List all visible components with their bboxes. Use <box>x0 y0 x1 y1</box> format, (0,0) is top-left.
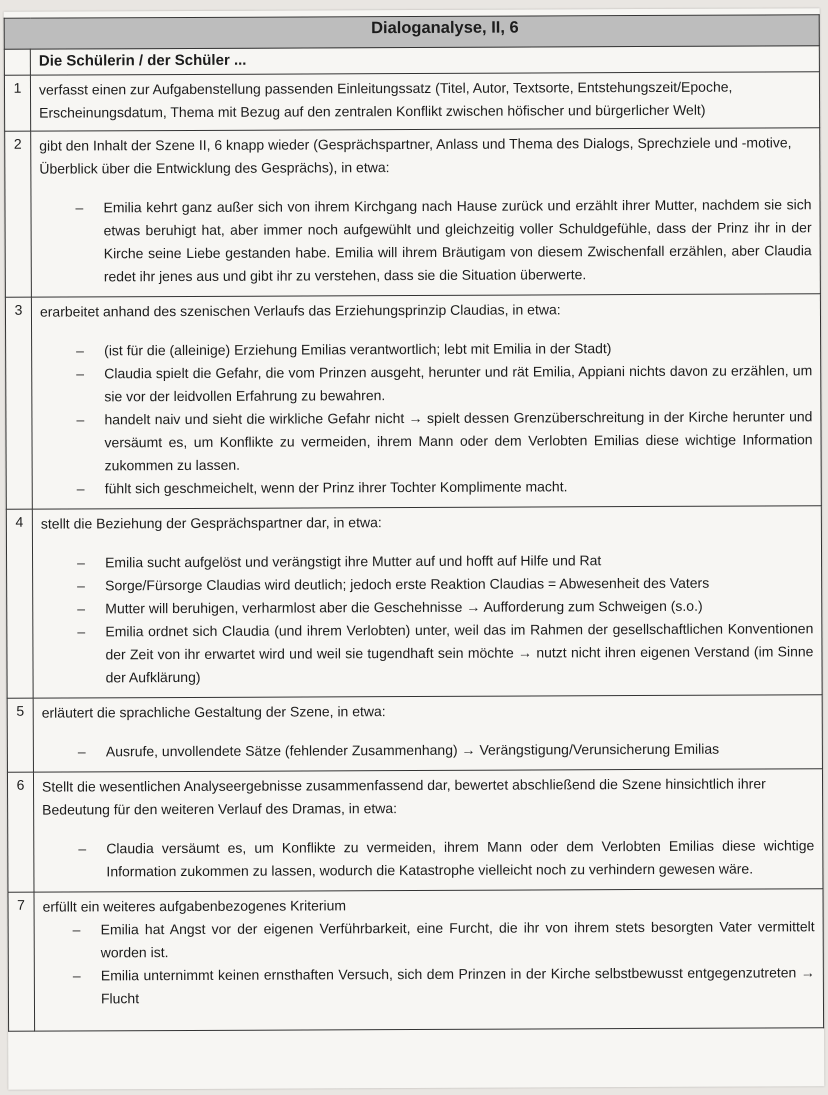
list-item: – Sorge/Fürsorge Claudias wird deutlich; jedoch erste Reaktion Claudias = Abwesenheit des Vaters <box>41 571 813 597</box>
table-row <box>4 72 819 132</box>
rubric-table <box>4 14 824 1032</box>
list-item: – Claudia versäumt es, um Konflikte zu vermeiden, ihrem Mann oder dem Verlobten Emilias diese wichtige Information zukommen zu lassen, wodurch die Katastrophe vielleicht noch zu verhindern gewesen wäre. <box>42 834 814 883</box>
row-number: 4 <box>6 509 33 698</box>
document-page <box>4 8 825 1090</box>
criterion-text: gibt den Inhalt der Szene II, 6 knapp wieder (Gesprächspartner, Anlass und Thema des Dialogs, Sprechziele und -motive, Überblick über die Entwicklung des Gesprächs), in etwa: <box>39 134 792 177</box>
row-number: 6 <box>7 772 34 892</box>
list-item: – Emilia sucht aufgelöst und verängstigt ihre Mutter auf und hofft auf Hilfe und Rat <box>41 548 813 574</box>
row-number: 3 <box>5 297 32 509</box>
table-row <box>8 889 824 1032</box>
header-row <box>4 46 819 76</box>
criterion-text: erfüllt ein weiteres aufgabenbezogenes Kriterium <box>42 897 347 915</box>
list-item: – Ausrufe, unvollendete Sätze (fehlender Zusammenhang) → Verängstigung/Verunsicherung Emilias <box>42 737 814 763</box>
row-number: 7 <box>8 892 35 1031</box>
table-row <box>5 128 821 298</box>
criterion-text: erarbeitet anhand des szenischen Verlaufs das Erziehungsprinzip Claudias, in etwa: <box>39 301 561 320</box>
table-row <box>7 695 822 773</box>
table-row <box>7 769 823 893</box>
list-item: – (ist für die (alleinige) Erziehung Emilias verantwortlich; lebt mit Emilia in der Stadt) <box>40 336 812 362</box>
list-item: – Emilia ordnet sich Claudia (und ihrem Verlobten) unter, weil das im Rahmen der gesellschaftlichen Konventionen der Zeit von ihr erwartet wird und weil sie tugendhaft sein möchte → nutzt nicht ihren eigenen Verstand (im Sinne der Aufklärung) <box>41 617 813 689</box>
criterion-text: stellt die Beziehung der Gesprächspartner dar, in etwa: <box>40 514 382 532</box>
list-item: – Emilia hat Angst vor der eigenen Verführbarkeit, eine Furcht, die ihr von ihrem stets besorgten Vater vermittelt worden ist. <box>43 915 815 964</box>
criterion-text: verfasst einen zur Aufgabenstellung passenden Einleitungssatz (Titel, Autor, Textsorte, Entstehungszeit/Epoche, Erscheinungsdatum, Thema mit Bezug auf den zentralen Konflikt zwischen höfischer und bürgerlicher Welt) <box>38 78 733 121</box>
list-item: – Emilia unternimmt keinen ernsthaften Versuch, sich dem Prinzen in der Kirche selbstbewusst entgegenzutreten → Flucht <box>43 961 815 1010</box>
title-row <box>4 15 819 50</box>
list-item: – fühlt sich geschmeichelt, wenn der Prinz ihrer Tochter Komplimente macht. <box>41 474 813 500</box>
list-item: – Mutter will beruhigen, verharmlost aber die Geschehnisse → Aufforderung zum Schweigen (s.o.) <box>41 594 813 620</box>
document-title: Dialoganalyse, II, 6 <box>4 15 819 50</box>
list-item: – handelt naiv und sieht die wirkliche Gefahr nicht → spielt dessen Grenzüberschreitung in der Kirche herunter und versäumt es, um Konflikte zu vermeiden, ihrem Mann oder dem Verlobten Emilias diese wichtige Information zukommen zu lassen. <box>40 405 812 477</box>
list-item: – Claudia spielt die Gefahr, die vom Prinzen ausgeht, herunter und rät Emilia, Appiani nichts davon zu erzählen, um sie vor der leidvollen Erfahrung zu bewahren. <box>40 359 812 408</box>
row-number: 2 <box>5 131 32 297</box>
table-row <box>5 294 821 510</box>
criterion-text: erläutert die sprachliche Gestaltung der Szene, in etwa: <box>41 703 386 721</box>
column-header: Die Schülerin / der Schüler ... <box>30 46 819 75</box>
row-number: 1 <box>4 75 30 131</box>
row-number: 5 <box>7 698 33 772</box>
list-item: – Emilia kehrt ganz außer sich von ihrem Kirchgang nach Hause zurück und erzählt ihrer Mutter, nachdem sie sich etwas beruhigt hat, aber immer noch aufgewühlt und gleichzeitig voller Schuldgefühle, dass der Prinz ihr in der Kirche seine Liebe gestanden habe. Emilia will ihrem Bräutigam von diesem Zwischenfall erzählen, aber Claudia redet ihr jenes aus und gibt ihr zu verstehen, dass sie die Situation überwerte. <box>39 193 811 288</box>
table-row <box>6 506 822 699</box>
criterion-text: Stellt die wesentlichen Analyseergebnisse zusammenfassend dar, bewertet abschließend die Szene hinsichtlich ihrer Bedeutung für den weiteren Verlauf des Dramas, in etwa: <box>41 775 766 818</box>
